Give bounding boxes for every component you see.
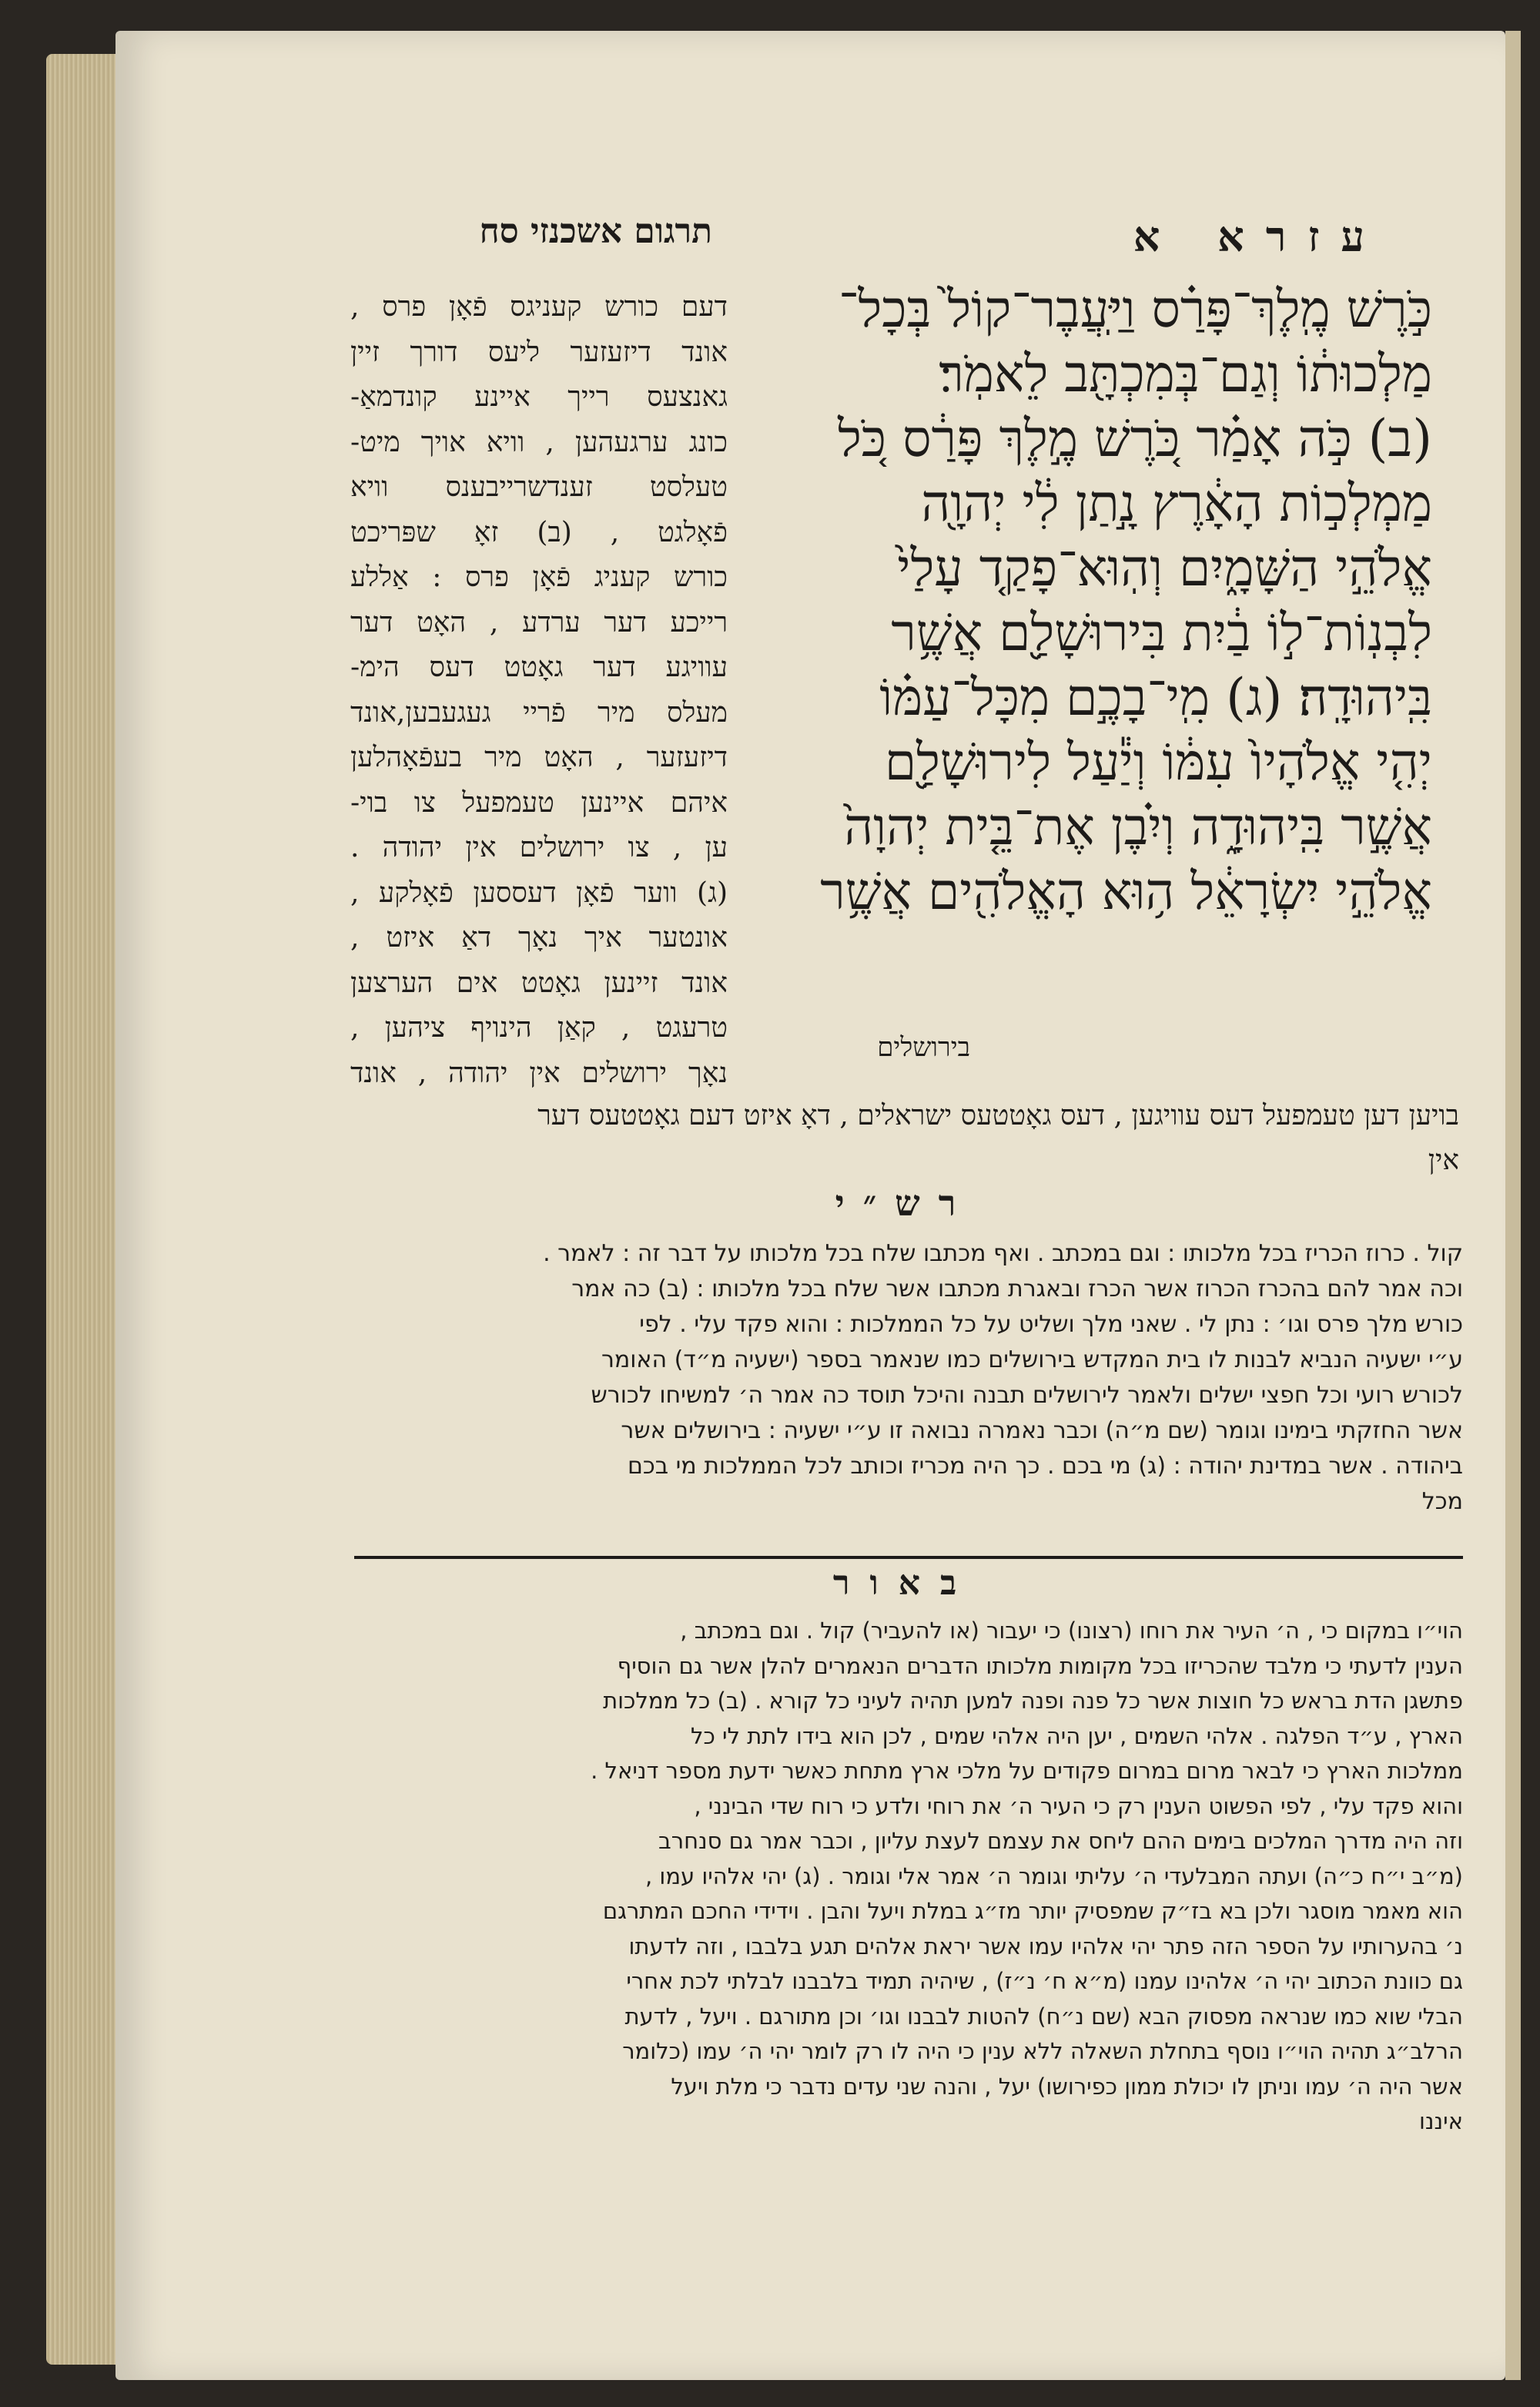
targum-line: טעלסט זענדשרייבענס וויא [350, 471, 728, 503]
biur-line: וזה היה מדרך המלכים בימים ההם ליחס את עצמם לעצת עליון , וכבר אמר גם סנחרב [658, 1828, 1463, 1854]
tanakh-line: לִבְנֽוֹת־ל֣וֹ בַ֔יִת בִּירוּשָׁלִַ֖ם אֲשֶׁ֥ר [891, 603, 1432, 662]
tanakh-line: מַלְכוּת֔וֹ וְגַם־בְּמִכְתָּ֖ב לֵאמֹֽר׃ [939, 344, 1432, 404]
targum-line: טרעגט , קאַן הינויף ציהען , [350, 1012, 728, 1044]
section-divider [354, 1556, 1463, 1559]
targum-title-header: תרגום אשכנזי סח [479, 212, 712, 251]
targum-line: רייכע דער ערדע , האָט דער [350, 606, 728, 639]
targum-line: אונד דיזעזער ליעס דורך זיין [350, 336, 728, 368]
rashi-line: וכה אמר להם בהכרז הכרוז אשר הכרז ובאגרת מכתבו אשר שלח בכל מלכותו : (ב) כה אמר [571, 1276, 1463, 1302]
tanakh-line: בִּֽיהוּדָֽה׃ (ג) מִֽי־בָכֶ֣ם מִכָּל־עַמּ֗וֹ [879, 668, 1432, 727]
biur-line: הרלב״ג תהיה הוי״ו נוסף בתחלת השאלה ללא ענין כי היה לו רק לומר יהי ה׳ עמו (כלומר [622, 2038, 1463, 2064]
targum-line: דעם כורש קעניגס פֿאָן פרס , [350, 291, 728, 323]
rashi-line: ע״י ישעיה הנביא לבנות לו בית המקדש בירושלים כמו שנאמר בספר (ישעיה מ״ד) האומר [601, 1346, 1463, 1373]
targum-line: מעלס מיר פֿריי געגעבען,אונד [350, 696, 728, 729]
biur-line: פתשגן הדת בראש כל חוצות אשר כל פנה ופנה למען תהיה לעיני כל קורא . (ב) כל ממלכות [603, 1688, 1463, 1714]
tanakh-line: אֱלֹהֵ֣י יִשְׂרָאֵ֔ל ה֥וּא הָאֱלֹהִ֖ים אֲשֶׁ֥ר [820, 862, 1432, 921]
targum-continuation-line: אין [1428, 1145, 1459, 1176]
tanakh-text-block [755, 277, 1432, 924]
tanakh-line: מַמְלְכ֣וֹת הָאָ֔רֶץ נָ֣תַן לִ֔י יְהוָ֖ה [921, 474, 1432, 533]
targum-line: (ג) ווער פֿאָן דעססען פֿאָלקע , [350, 877, 728, 909]
targum-line: גאנצעס רייך איינע קונדמאַ- [350, 381, 728, 413]
book-title-header: עזרא א [1133, 212, 1386, 261]
biur-line: אשר היה ה׳ עמו וניתן לו יכולת ממון כפירושו) יעל , והנה שני עדים נדבר כי מלת ויעל [671, 2073, 1463, 2100]
tanakh-catchword: בירושלים [877, 1032, 970, 1063]
biur-line: (מ״ב י״ח כ״ה) ועתה המבלעדי ה׳ עליתי וגומר ה׳ אמר אלי וגומר . (ג) יהי אלהיו עמו , [645, 1862, 1463, 1889]
targum-line: דיזעזער , האָט מיר בעפֿאָהלען [350, 742, 728, 773]
targum-continuation [350, 1094, 1459, 1183]
targum-line: עוויגע דער גאָטט דעס הימ- [350, 652, 728, 683]
rashi-line: קול . כרוז הכריז בכל מלכותו : וגם במכתב . ואף מכתבו שלח בכל מלכותו על דבר זה : לאמר . [543, 1240, 1463, 1267]
biur-line: הארץ , ע״ד הפלגה . אלהי השמים , יען היה אלהי שמים , לכן הוא בידו לתת לי כל [691, 1722, 1463, 1749]
targum-line: כונג ערגעהען , וויא אויך מיט- [350, 426, 728, 458]
targum-line: אונטער איך נאָך דאַ איזט , [350, 922, 728, 954]
biur-line: הבלי שוא כמו שנראה מפסוק הבא (שם נ״ח) להטות לבבנו וגו׳ וכן מתורגם . ויעל , לדעת [624, 2003, 1463, 2030]
targum-column [350, 285, 728, 1096]
rashi-heading: רש״י [835, 1182, 975, 1224]
targum-line: כורש קעניג פֿאָן פרס : אַללע [350, 562, 728, 593]
biur-line: גם כוונת הכתוב יהי ה׳ אלהינו עמנו (מ״א ח׳ נ״ז) , שיהיה תמיד בלבבנו לבלתי לכת אחרי [626, 1968, 1463, 1994]
targum-line: פֿאָלגט , (ב) זאָ שפּריכט [350, 516, 728, 548]
targum-line: איהם איינען טעמפעל צו בוי- [350, 786, 728, 819]
rashi-line: אשר החזקתי בימינו וגומר (שם מ״ה) וכבר נאמרה נבואה זו ע״י ישעיה : בירושלים אשר [621, 1417, 1463, 1444]
tanakh-line: כֹּ֣רֶשׁ מֶֽלֶךְ־פָּרַ֗ס וַיַּֽעֲבֶר־קוֹל֙ בְּכָל־ [839, 280, 1432, 339]
biur-line: הוי״ו במקום כי , ה׳ העיר את רוחו (רצונו) כי יעבור (או להעביר) קול . וגם במכתב , [680, 1618, 1463, 1644]
rashi-line: כורש מלך פרס וגו׳ : נתן לי . שאני מלך ושליט על כל הממלכות : והוא פקד עלי . לפי [639, 1311, 1463, 1338]
page-right-edge [1505, 31, 1521, 2380]
rashi-line: לכורש רועי וכל חפצי ישלים ולאמר לירושלים תבנה והיכל תוסד כה אמר ה׳ למשיחו לכורש [591, 1382, 1463, 1409]
tanakh-line: (ב) כֹּ֣ה אָמַ֗ר כֹּ֚רֶשׁ מֶ֣לֶךְ פָּרַ֔ס כֹּ֚ל [837, 409, 1432, 468]
biur-line: הוא מאמר מוסגר ולכן בא בז״ק שמפסיק יותר מז״ג במלת ויעל והבן . וידידי החכם המתרגם [602, 1898, 1463, 1924]
targum-line: אונד זיינען גאָטט אים הערצען [350, 967, 728, 999]
biur-commentary [354, 1614, 1463, 2140]
tanakh-line: אֱלֹהֵ֣י הַשָּׁמָ֑יִם וְהֽוּא־פָקַ֤ד עָלַי֙ [897, 538, 1432, 598]
targum-line: נאָך ירושלים אין יהודה , אונד [350, 1057, 728, 1089]
biur-line: נ׳ בהערותיו על הספר הזה פתר יהי אלהיו עמו אשר יראת אלהים תגע בלבבו , וזה לדעתו [628, 1933, 1463, 1959]
biur-line: איננו [1419, 2108, 1463, 2134]
rashi-line: ביהודה . אשר במדינת יהודה : (ג) מי בכם . כך היה מכריז וכותב לכל הממלכות מי בכם [627, 1453, 1463, 1480]
targum-continuation-line: בויען דען טעמפעל דעס עוויגען , דעס גאָטטעס ישראלים , דאָ איזט דעם גאָטטעס דער [537, 1100, 1459, 1131]
tanakh-line: יְהִ֤י אֱלֹהָיו֙ עִמּ֔וֹ וְיַ֕עַל לִירוּשָׁלִַ֖ם [884, 732, 1432, 792]
biur-line: הענין לדעתי כי מלבד שהכריזו בכל מקומות מלכותו הדברים הנאמרים להלן אשר גם הוסיף [617, 1652, 1463, 1679]
tanakh-line: אֲשֶׁ֣ר בִּֽיהוּדָ֑ה וְיִ֗בֶן אֶת־בֵּ֤ית יְהוָה֙ [844, 797, 1432, 857]
targum-line: ען , צו ירושלים אין יהודה . [350, 832, 728, 863]
biur-line: ממלכות הארץ כי לבאר מרום במרום פקודים על מלכי ארץ מתחת כאשר ידעת מספר דניאל . [591, 1758, 1463, 1784]
rashi-commentary [354, 1236, 1463, 1520]
biur-line: והוא פקד עלי , לפי הפשוט הענין רק כי העיר ה׳ את רוחי ולדע כי רוח שדי הבינני , [694, 1792, 1463, 1819]
biur-heading: באור [832, 1564, 977, 1603]
rashi-line: מכל [1421, 1488, 1463, 1515]
